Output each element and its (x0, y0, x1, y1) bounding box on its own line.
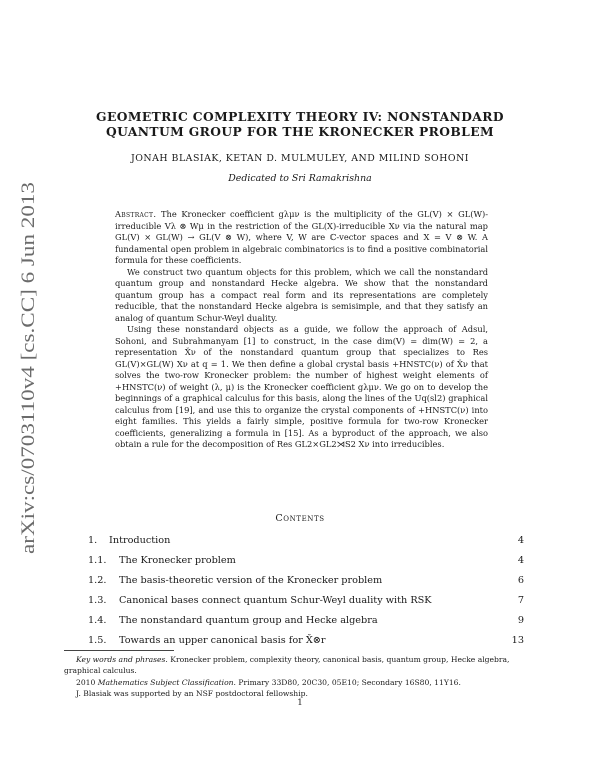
paper-title (60, 109, 540, 139)
authors: JONAH BLASIAK, KETAN D. MULMULEY, AND MILIND SOHONI (130, 153, 469, 164)
toc-entry[interactable] (88, 555, 524, 571)
toc-page: 13 (511, 635, 524, 646)
abstract-paragraph-2: We construct two quantum objects for this problem, which we call the nonstandard quantum group and nonstandard Hecke algebra. We show that the nonstandard quantum group has a compact real form and its representations are completely reducible, that the nonstandard Hecke algebra is semisimple, and that they satisfy an analog of quantum Schur-Weyl duality. (115, 266, 488, 323)
footnote-rule (64, 650, 174, 651)
toc-number: 1.4. (88, 615, 107, 626)
toc-title: Introduction (109, 535, 171, 546)
abstract (115, 209, 488, 451)
keywords-text: Kronecker problem, complexity theory, canonical basis, quantum group, Hecke algebra, graphical calculus. (64, 655, 510, 676)
toc-entry[interactable] (88, 535, 524, 551)
toc-title: The Kronecker problem (119, 555, 236, 566)
toc-number: 1.3. (88, 595, 107, 606)
keywords-label: Key words and phrases. (76, 655, 168, 664)
abstract-paragraph-1 (115, 209, 488, 267)
toc-entry[interactable] (88, 575, 524, 591)
msc-label: Mathematics Subject Classification. (97, 677, 236, 687)
toc-title: Canonical bases connect quantum Schur-Weyl duality with RSK (119, 595, 432, 606)
footnote-support: J. Blasiak was supported by an NSF postdoctoral fellowship. (76, 689, 308, 699)
abstract-paragraph-3: Using these nonstandard objects as a guide, we follow the approach of Adsul, Sohoni, and Subrahmanyam [1] to construct, in the case dim(V) = dim(W) = 2, a representation X̌ν of the nonstandard quantum group that specializes to Res GL(V)×GL(W) Xν at q = 1. We then define a global crystal basis +HNSTC(ν) of X̌ν that solves the two-row Kronecker problem: the number of highest weight elements of +HNSTC(ν) of weight (λ, μ) is the Kronecker coefficient gλμν. We go on to develop the beginnings of a graphical calculus for this basis, along the lines of the Uq(sl2) graphical calculus from [19], and use this to organize the crystal components of +HNSTC(ν) into eight families. This yields a fairly simple, positive formula for two-row Kronecker coefficients, generalizing a formula in [15]. As a byproduct of the approach, we also obtain a rule for the decomposition of Res GL2×GL2⋊S2 Xν into irreducibles. (115, 324, 488, 449)
toc-page: 4 (517, 555, 524, 566)
contents-heading: Contents (275, 513, 325, 524)
toc-title: The basis-theoretic version of the Kronecker problem (119, 575, 383, 586)
footnote-msc (64, 677, 537, 688)
toc-number: 1.2. (88, 575, 107, 586)
footnote-keywords (64, 654, 537, 677)
toc-page: 9 (517, 615, 524, 626)
arxiv-id-text: arXiv:cs/0703110v4 [cs.CC] 6 Jun 2013 (18, 248, 39, 554)
abstract-text-1: The Kronecker coefficient gλμν is the multiplicity of the GL(V) × GL(W)-irreducible Vλ ⊗ Wμ in the restriction of the GL(X)-irreducible Xν via the natural map GL(V) × GL(W) → GL(V ⊗ W), where V, W are ℂ-vector spaces and X = V ⊗ W. A fundamental open problem in algebraic combinatorics is to find a positive combinatorial formula for these coefficients. (115, 209, 489, 265)
toc-number: 1. (88, 535, 98, 546)
title-line-1: GEOMETRIC COMPLEXITY THEORY IV: NONSTANDARD (96, 109, 504, 124)
footnotes (64, 654, 537, 700)
toc-page: 7 (517, 595, 524, 606)
toc-entry[interactable] (88, 615, 524, 631)
dedication: Dedicated to Sri Ramakrishna (228, 173, 372, 184)
abstract-label: Abstract. (115, 209, 157, 219)
msc-text: Primary 33D80, 20C30, 05E10; Secondary 16S80, 11Y16. (238, 677, 461, 687)
arxiv-identifier (4, 178, 50, 558)
toc-number: 1.5. (88, 635, 107, 646)
toc-page: 6 (517, 575, 524, 586)
toc-entry[interactable] (88, 635, 524, 651)
page-number: 1 (297, 698, 303, 708)
toc-number: 1.1. (88, 555, 107, 566)
toc-title: Towards an upper canonical basis for X̌⊗r (119, 635, 326, 646)
toc-title: The nonstandard quantum group and Hecke algebra (119, 615, 378, 626)
toc-page: 4 (517, 535, 524, 546)
msc-year: 2010 (76, 677, 96, 687)
toc-entry[interactable] (88, 595, 524, 611)
title-line-2: QUANTUM GROUP FOR THE KRONECKER PROBLEM (105, 124, 495, 139)
